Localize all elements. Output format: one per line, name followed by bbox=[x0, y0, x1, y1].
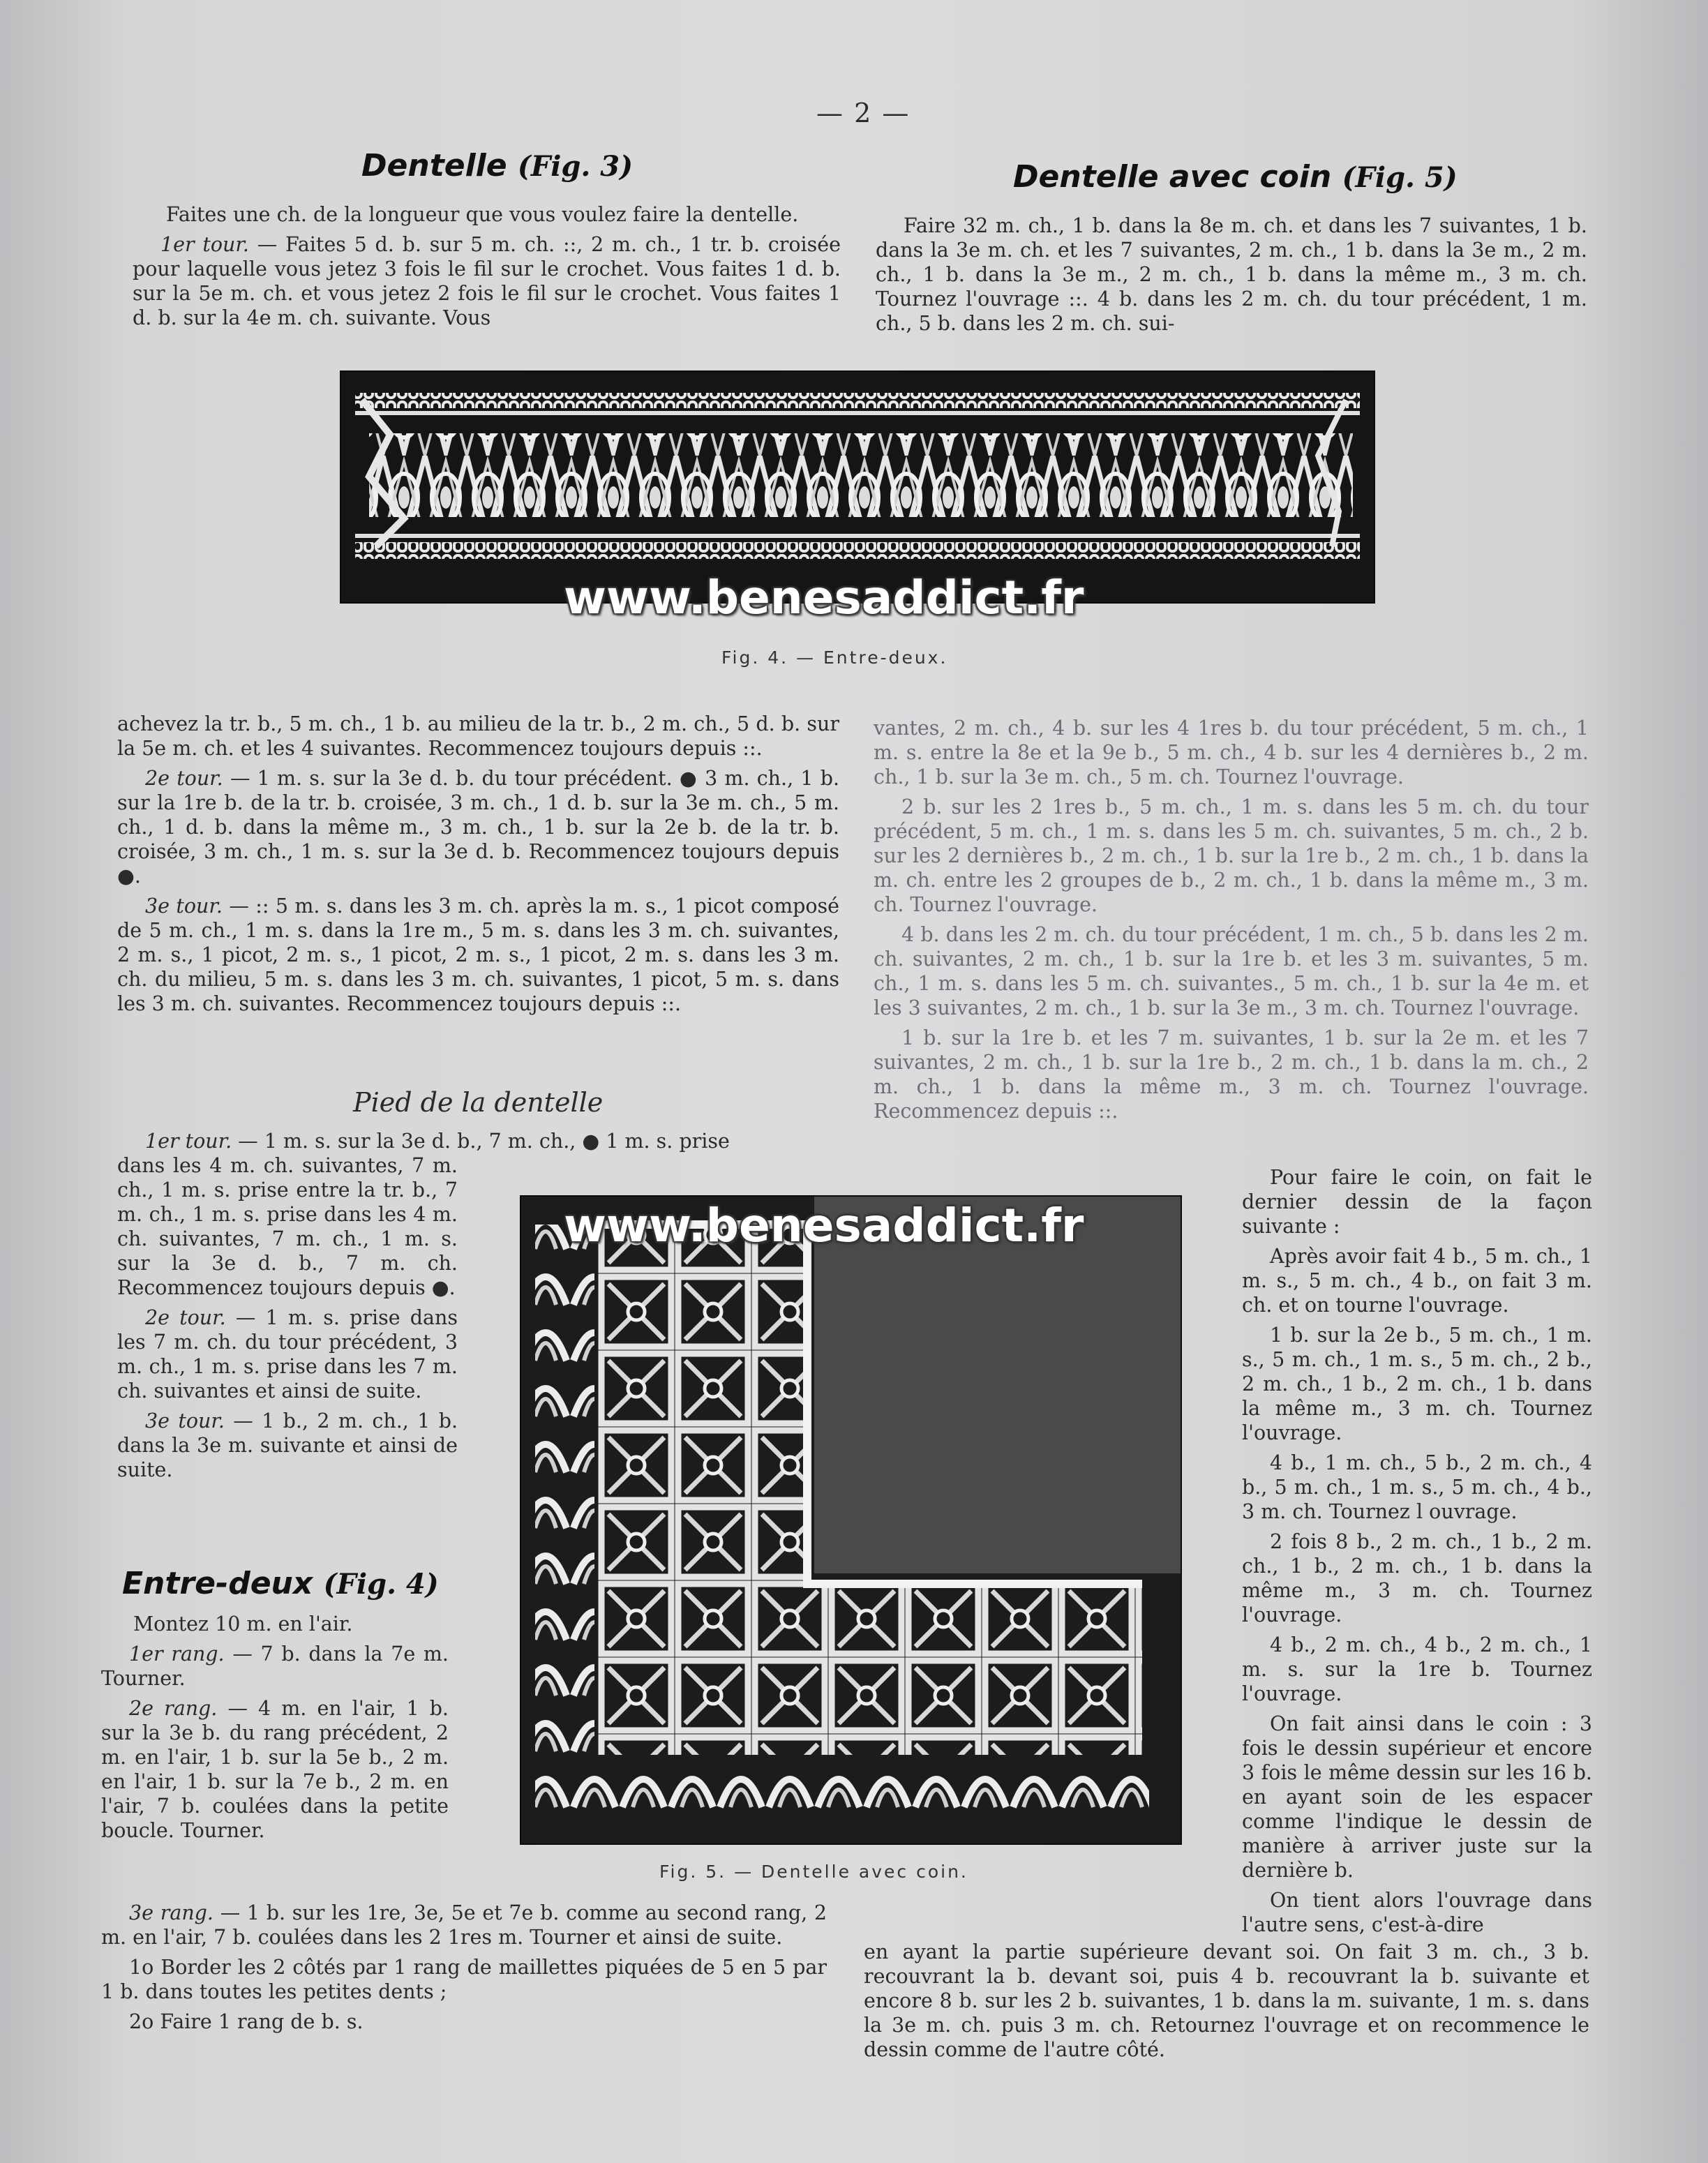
pied-t3-text: — 1 b., 2 m. ch., 1 b. dans la 3e m. suivante et ainsi de suite. bbox=[117, 1409, 458, 1481]
dentelle-coin-lace-image bbox=[521, 1197, 1181, 1843]
fig5-photo bbox=[520, 1195, 1182, 1845]
pied-t1-rest: dans les 4 m. ch. suivantes, 7 m. ch., 1 m. s. prise entre la tr. b., 7 m. ch., 1 m. s. prise dans les 4 m. ch. suivantes, 7 m. ch., 1 m. s. sur la 3e d. b., 7 m. ch. Recommencez toujours depuis ●. bbox=[117, 1154, 458, 1299]
coin-c5: 2 fois 8 b., 2 m. ch., 1 b., 2 m. ch., 1 b., 2 m. ch., 1 b. dans la même m., 3 m. ch. Tournez l'ouvrage. bbox=[1242, 1530, 1592, 1626]
r3-label: 3e rang. bbox=[129, 1901, 214, 1924]
heading-dentelle-fig: (Fig. 3) bbox=[517, 150, 634, 183]
coin-c3: 1 b. sur la 2e b., 5 m. ch., 1 m. s., 5 m. ch., 1 m. s., 5 m. ch., 2 b., 2 m. ch., 1 b., 2 m. ch., 1 b. dans la même m., 3 m. ch. Tournez l'ouvrage. bbox=[1242, 1324, 1592, 1444]
fig4-caption: Fig. 4. — Entre-deux. bbox=[721, 648, 948, 668]
pied-t1-label: 1er tour. bbox=[145, 1130, 232, 1153]
heading-dentelle-title: Dentelle bbox=[361, 148, 507, 184]
coin-intro-block bbox=[876, 214, 1587, 341]
tour2-label: 2e tour. bbox=[145, 767, 223, 790]
pied-t2-text: — 1 m. s. prise dans les 7 m. ch. du tour précédent, 3 m. ch., 1 m. s. prise dans les 7 m. ch. suivantes et ainsi de suite. bbox=[117, 1306, 458, 1402]
coin-end: en ayant la partie supérieure devant soi. On fait 3 m. ch., 3 b. recouvrant la b. devant soi, puis 4 b. recouvrant la b. suivante et encore 8 b. sur les 2 b. suivantes, 1 b. dans la m. suivante, 1 m. s. dans la 3e m. ch. puis 3 m. ch. Retournez l'ouvrage et on recommence le dessin comme de l'autre côté. bbox=[864, 1940, 1589, 2061]
dentelle-tour3 bbox=[117, 894, 839, 1016]
coin-corner-column bbox=[1242, 1165, 1592, 1943]
entre-deux-border1: 1o Border les 2 côtés par 1 rang de maillettes piquées de 5 en 5 par 1 b. dans toutes les petites dents ; bbox=[101, 1956, 827, 2003]
r1-text: — 7 b. dans la 7e m. Tourner. bbox=[101, 1642, 449, 1690]
pied-tour3 bbox=[117, 1409, 458, 1482]
entre-deux-border2: 2o Faire 1 rang de b. s. bbox=[129, 2010, 364, 2033]
dentelle-intro: Faites une ch. de la longueur que vous voulez faire la dentelle. bbox=[166, 203, 799, 226]
coin-c2: Après avoir fait 4 b., 5 m. ch., 1 m. s., 5 m. ch., 4 b., on fait 3 m. ch. et on tourne l'ouvrage. bbox=[1242, 1245, 1592, 1317]
watermark-top: www.benesaddict.fr bbox=[564, 571, 1084, 624]
pied-t2-label: 2e tour. bbox=[145, 1306, 226, 1329]
r2-text: — 4 m. en l'air, 1 b. sur la 3e b. du rang précédent, 2 m. en l'air, 1 b. sur la 5e b., 2 m. en l'air, 1 b. sur la 7e b., 2 m. en l'air, 7 b. coulées dans la petite boucle. Tourner. bbox=[101, 1697, 449, 1842]
tour1-label: 1er tour. bbox=[160, 233, 249, 256]
tour3-text: — :: 5 m. s. dans les 3 m. ch. après la m. s., 1 picot composé de 5 m. ch., 1 m. s. dans la 1re m., 5 m. s. dans les 3 m. ch. suivantes, 2 m. s., 1 picot, 2 m. s., 1 picot, 2 m. s., 1 picot, 2 m. s. dans les 3 m. ch. du milieu, 5 m. s. dans les 3 m. ch. suivantes, 1 picot, 5 m. s. dans les 3 m. ch. suivantes. Recommencez toujours depuis ::. bbox=[117, 895, 840, 1015]
coin-column-upper bbox=[874, 716, 1589, 1129]
pied-t1-first: — 1 m. s. sur la 3e d. b., 7 m. ch., ● 1 m. s. prise bbox=[238, 1130, 730, 1153]
heading-pied: Pied de la dentelle bbox=[353, 1087, 604, 1118]
dentelle-tour2 bbox=[117, 766, 839, 888]
entre-deux-bottom bbox=[101, 1901, 827, 2039]
entre-deux-column bbox=[101, 1612, 449, 1848]
entre-deux-lace-image bbox=[341, 372, 1374, 602]
dentelle-continuation bbox=[117, 712, 839, 1021]
tour3-label: 3e tour. bbox=[145, 895, 223, 918]
coin-c7: On fait ainsi dans le coin : 3 fois le dessin supérieur et encore 3 fois le même dessin sur les 16 b. en ayant soin de les espacer comme l'indique le dessin de manière à arriver juste sur la dernière b. bbox=[1242, 1712, 1592, 1882]
coin-p1: vantes, 2 m. ch., 4 b. sur les 4 1res b. du tour précédent, 5 m. ch., 1 m. s. entre la 8e et la 9e b., 5 m. ch., 4 b. sur les 4 dernières b., 2 m. ch., 1 b. sur la 3e m. ch., 5 m. ch. Tournez l'ouvrage. bbox=[874, 717, 1589, 788]
entre-deux-title: Entre-deux bbox=[122, 1566, 313, 1601]
coin-c8: On tient alors l'ouvrage dans l'autre sens, c'est-à-dire bbox=[1242, 1889, 1592, 1936]
pied-tour2 bbox=[117, 1305, 458, 1403]
entre-deux-r2 bbox=[101, 1696, 449, 1843]
heading-entre-deux bbox=[122, 1566, 439, 1601]
coin-top-text: Faire 32 m. ch., 1 b. dans la 8e m. ch. et dans les 7 suivantes, 1 b. dans la 3e m. ch. et les 7 suivantes, 2 m. ch., 1 b. dans la 3e m., 2 m. ch., 1 b. dans la 3e m., 2 m. ch., 1 b. dans la même m., 3 m. ch. Tournez l'ouvrage ::. 4 b. dans les 2 m. ch. du tour précédent, 1 m. ch., 5 b. dans les 2 m. ch. sui- bbox=[876, 214, 1587, 335]
dentelle-intro-block bbox=[133, 202, 841, 336]
dentelle-tour1 bbox=[133, 232, 841, 330]
coin-c6: 4 b., 2 m. ch., 4 b., 2 m. ch., 1 m. s. sur la 1re b. Tournez l'ouvrage. bbox=[1242, 1633, 1592, 1705]
coin-c1: Pour faire le coin, on fait le dernier dessin de la façon suivante : bbox=[1242, 1166, 1592, 1238]
coin-p4: 1 b. sur la 1re b. et les 7 m. suivantes, 1 b. sur la 2e m. et les 7 suivantes, 2 m. ch., 1 b. sur la 1re b., 2 m. ch., 1 b. dans la m. ch., 2 m. ch., 1 b. dans la même m., 3 m. ch. Tournez l'ouvrage. Recommencez depuis ::. bbox=[874, 1026, 1589, 1123]
fig4-photo bbox=[340, 371, 1375, 604]
pied-column bbox=[117, 1153, 458, 1488]
entre-deux-r1 bbox=[101, 1642, 449, 1691]
tour2-text: — 1 m. s. sur la 3e d. b. du tour précédent. ● 3 m. ch., 1 b. sur la 1re b. de la tr. b. croisée, 3 m. ch., 1 d. b. sur la 3e m. ch., 5 m. ch., 1 d. b. dans la même m., 3 m. ch., 1 b. sur la 2e b. de la tr. b. croisée, 3 m. ch., 1 m. s. sur la 3e d. b. Recommencez toujours depuis ●. bbox=[117, 767, 840, 888]
coin-p3: 4 b. dans les 2 m. ch. du tour précédent, 1 m. ch., 5 b. dans les 2 m. ch. suivantes, 2 m. ch., 1 b. sur la 1re b. et les 3 m. suivantes, 5 m. ch., 1 m. s. dans les 5 m. ch. suivantes., 5 m. ch., 1 b. sur la 4e m. et les 3 suivantes, 2 m. ch., 1 b. sur la 3e m., 3 m. ch. Tournez l'ouvrage. bbox=[874, 923, 1589, 1019]
entre-deux-intro: Montez 10 m. en l'air. bbox=[133, 1612, 353, 1636]
r2-label: 2e rang. bbox=[129, 1697, 218, 1720]
tour1-text: — Faites 5 d. b. sur 5 m. ch. ::, 2 m. ch., 1 tr. b. croisée pour laquelle vous jetez 3 fois le fil sur le crochet. Vous faites 1 d. b. sur la 5e m. ch. et vous jetez 2 fois le fil sur le crochet. Vous faites 1 d. b. sur la 4e m. ch. suivante. Vous bbox=[133, 233, 841, 329]
heading-coin-title: Dentelle avec coin bbox=[1013, 159, 1332, 195]
coin-p2: 2 b. sur les 2 1res b., 5 m. ch., 1 m. s. dans les 5 m. ch. du tour précédent, 5 m. ch., 1 m. s. dans les 5 m. ch. suivantes, 5 m. ch., 2 b. sur les 2 dernières b., 2 m. ch., 1 b. sur la 1re b., 2 m. ch., 1 b. dans la m. ch. entre les 2 groupes de b., 2 m. ch., 1 b. dans la même m., 3 m. ch. Tournez l'ouvrage. bbox=[874, 795, 1589, 916]
r1-label: 1er rang. bbox=[129, 1642, 225, 1666]
entre-deux-fig: (Fig. 4) bbox=[323, 1568, 439, 1601]
heading-coin-fig: (Fig. 5) bbox=[1342, 161, 1458, 194]
pied-tour1-first-line bbox=[117, 1129, 839, 1153]
fig5-caption: Fig. 5. — Dentelle avec coin. bbox=[659, 1862, 968, 1882]
coin-end-block bbox=[864, 1940, 1589, 2067]
watermark-middle: www.benesaddict.fr bbox=[564, 1199, 1084, 1252]
heading-dentelle bbox=[361, 148, 633, 184]
coin-c4: 4 b., 1 m. ch., 5 b., 2 m. ch., 4 b., 5 m. ch., 1 m. s., 5 m. ch., 4 b., 3 m. ch. Tournez l ouvrage. bbox=[1242, 1451, 1592, 1523]
r3-text: — 1 b. sur les 1re, 3e, 5e et 7e b. comme au second rang, 2 m. en l'air, 7 b. coulées dans les 2 1res m. Tourner et ainsi de suite. bbox=[101, 1901, 827, 1949]
entre-deux-r3 bbox=[101, 1901, 827, 1949]
heading-dentelle-avec-coin bbox=[1013, 159, 1458, 195]
dentelle-cont: achevez la tr. b., 5 m. ch., 1 b. au milieu de la tr. b., 2 m. ch., 5 d. b. sur la 5e m. ch. et les 4 suivantes. Recommencez toujours depuis ::. bbox=[117, 712, 839, 760]
pied-t3-label: 3e tour. bbox=[145, 1409, 225, 1432]
page-number: — 2 — bbox=[816, 98, 911, 128]
